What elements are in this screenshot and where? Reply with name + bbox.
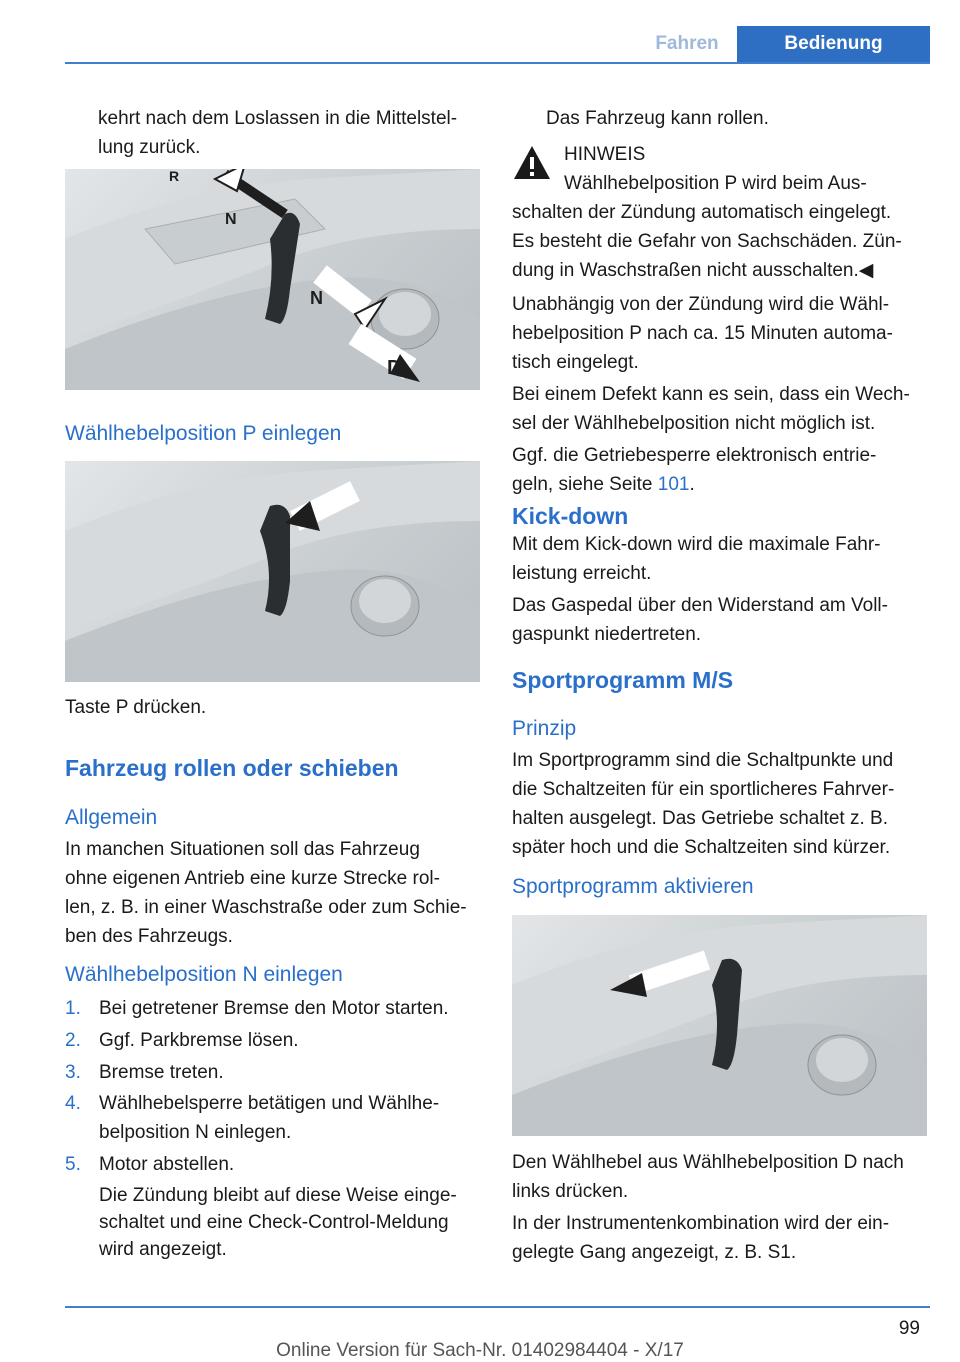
illustration-sport-mode: [512, 915, 927, 1136]
hinweis-line-4: dung in Waschstraßen nicht ausschalten.◀: [512, 260, 874, 281]
heading-p-einlegen: Wählhebelposition P einlegen: [65, 422, 342, 445]
list-text: Ggf. Parkbremse lösen.: [99, 1030, 299, 1051]
allgemein-line-2: ohne eigenen Antrieb eine kurze Strecke rol‐: [65, 868, 440, 889]
intro-line-1: kehrt nach dem Loslassen in die Mittelstel‐: [98, 108, 458, 129]
item5-sub-line-2: schaltet und eine Check-Control-Meldung: [99, 1212, 449, 1233]
heading-prinzip: Prinzip: [512, 717, 577, 740]
hinweis-line-1: Wählhebelposition P wird beim Aus‐: [564, 173, 867, 194]
hinweis-line-2: schalten der Zündung automatisch eingelegt.: [512, 202, 892, 223]
defekt-line-2: sel der Wählhebelposition nicht möglich ist.: [512, 413, 876, 434]
taste-p-text: Taste P drücken.: [65, 697, 207, 718]
gear-selector-drawing: [65, 169, 480, 390]
prinzip-line-1: Im Sportprogramm sind die Schaltpunkte und: [512, 750, 894, 771]
links-line-2: links drücken.: [512, 1181, 629, 1202]
item5-sub-line-3: wird angezeigt.: [99, 1239, 227, 1260]
heading-sport-aktivieren: Sportprogramm aktivieren: [512, 875, 754, 898]
label-n-lower: N: [310, 288, 323, 308]
kick-line-1: Mit dem Kick-down wird die maximale Fahr‐: [512, 534, 881, 555]
heading-rollen-schieben: Fahrzeug rollen oder schieben: [65, 755, 399, 781]
page-link-101[interactable]: 101: [657, 474, 690, 495]
links-line-1: Den Wählhebel aus Wählhebelposition D nach: [512, 1152, 904, 1173]
unabhaengig-line-1: Unabhängig von der Zündung wird die Wähl‐: [512, 294, 890, 315]
list-number: 2.: [65, 1030, 81, 1051]
unabhaengig-line-3: tisch eingelegt.: [512, 352, 639, 373]
allgemein-line-3: len, z. B. in einer Waschstraße oder zum Schie‐: [65, 897, 467, 918]
allgemein-line-1: In manchen Situationen soll das Fahrzeug: [65, 839, 420, 860]
illustration-p-button: [65, 461, 480, 682]
footer-divider: [65, 1306, 930, 1308]
ggf-period: .: [689, 474, 695, 495]
sport-mode-drawing: [512, 915, 927, 1136]
instr-line-2: gelegte Gang angezeigt, z. B. S1.: [512, 1242, 797, 1263]
gas-line-1: Das Gaspedal über den Widerstand am Voll‐: [512, 595, 888, 616]
list-text: Bei getretener Bremse den Motor starten.: [99, 998, 449, 1019]
prinzip-line-3: halten ausgelegt. Das Getriebe schaltet z. B.: [512, 808, 888, 829]
ggf-line-1: Ggf. die Getriebesperre elektronisch entrie‐: [512, 445, 877, 466]
item5-sub-line-1: Die Zündung bleibt auf diese Weise einge‐: [99, 1185, 457, 1206]
list-item-2: [65, 1026, 299, 1055]
page-number: 99: [898, 1318, 920, 1339]
label-d: D: [387, 357, 402, 379]
unabhaengig-line-2: hebelposition P nach ca. 15 Minuten automa‐: [512, 323, 893, 344]
p-button-drawing: [65, 461, 480, 682]
list-text: Bremse treten.: [99, 1062, 224, 1083]
heading-sportprogramm: Sportprogramm M/S: [512, 667, 734, 693]
header-divider: [65, 62, 930, 64]
list-item-1: [65, 994, 449, 1023]
rollen-text: Das Fahrzeug kann rollen.: [546, 108, 769, 129]
instr-line-1: In der Instrumentenkombination wird der ein‐: [512, 1213, 890, 1234]
header-tab-bedienung[interactable]: Bedienung: [737, 26, 930, 62]
warning-icon: [512, 143, 552, 183]
list-number: 3.: [65, 1062, 81, 1083]
prinzip-line-2: die Schaltzeiten für ein sportlicheres Fahrver‐: [512, 779, 895, 800]
allgemein-line-4: ben des Fahrzeugs.: [65, 926, 233, 947]
intro-line-2: lung zurück.: [98, 137, 201, 158]
online-version-note: Online Version für Sach-Nr. 01402984404 - X/17: [276, 1340, 684, 1361]
list-item-5: [65, 1150, 234, 1179]
heading-n-einlegen: Wählhebelposition N einlegen: [65, 963, 343, 986]
hinweis-title: HINWEIS: [564, 144, 646, 165]
list-text: Wählhebelsperre betätigen und Wählhe‐: [99, 1093, 440, 1114]
label-r: R: [169, 169, 180, 184]
defekt-line-1: Bei einem Defekt kann es sein, dass ein Wech‐: [512, 384, 910, 405]
gas-line-2: gaspunkt niedertreten.: [512, 624, 702, 645]
header-tab-fahren[interactable]: Fahren: [655, 33, 719, 54]
list-item-4: [65, 1089, 439, 1118]
label-n-upper: N: [225, 211, 237, 228]
hinweis-line-3: Es besteht die Gefahr von Sachschäden. Zün‐: [512, 231, 902, 252]
list-text: Motor abstellen.: [99, 1154, 235, 1175]
kick-line-2: leistung erreicht.: [512, 563, 652, 584]
list-number: 4.: [65, 1093, 81, 1114]
heading-allgemein: Allgemein: [65, 806, 158, 829]
list-item-4-cont: belposition N einlegen.: [99, 1122, 292, 1143]
illustration-gear-selector-positions: [65, 169, 480, 390]
ggf-text: geln, siehe Seite: [512, 474, 658, 495]
list-number: 5.: [65, 1154, 81, 1175]
heading-kick-down: Kick-down: [512, 503, 629, 529]
ggf-line-2: [512, 470, 695, 499]
list-number: 1.: [65, 998, 81, 1019]
prinzip-line-4: später hoch und die Schaltzeiten sind kürzer.: [512, 837, 891, 858]
list-item-3: [65, 1058, 224, 1087]
